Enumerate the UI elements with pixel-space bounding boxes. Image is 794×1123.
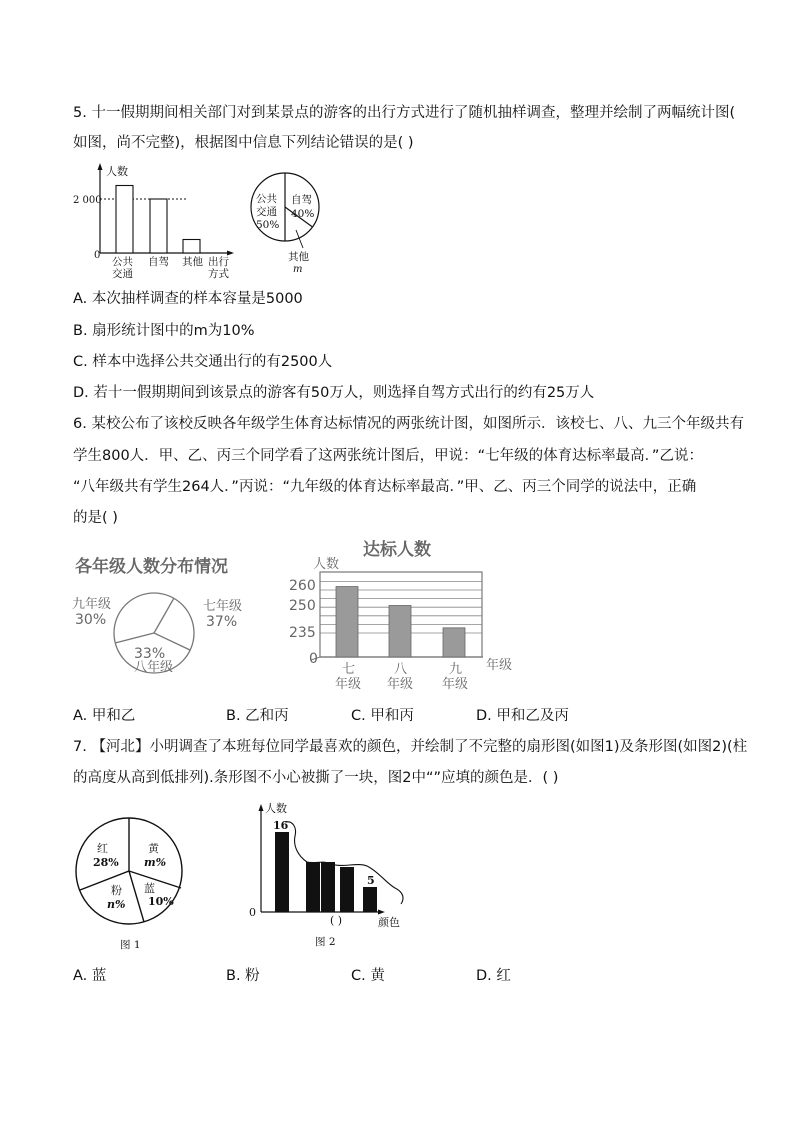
q6-text-line4: 的是( ) [73, 510, 118, 526]
q6-option-d[interactable]: D. 甲和乙及丙 [476, 708, 569, 724]
q7-pie-blue-label: 蓝 [144, 882, 155, 895]
q6-bar-t235: 235 [289, 625, 316, 641]
q6-bar-chart [283, 535, 523, 695]
q7-option-c[interactable]: C. 黄 [351, 968, 385, 984]
q5-bar-xlabel-b: 方式 [208, 268, 229, 280]
q5-bar-ytick: 2 000 [73, 195, 102, 206]
q6-pie-s3a: 33% [134, 646, 166, 662]
q5-option-b[interactable]: B. 扇形统计图中的m为10% [73, 323, 255, 339]
q6-bar-2 [389, 605, 411, 657]
q7-bar-5 [363, 887, 377, 912]
q7-option-a[interactable]: A. 蓝 [73, 968, 107, 984]
q7-pie-pink-pct: n% [107, 898, 126, 911]
q7-pie-blue-pct: 10% [148, 895, 174, 908]
q6-bar-t0: 0 [309, 651, 318, 667]
q6-pie-chart [70, 550, 270, 685]
q5-bar-ylabel: 人数 [106, 165, 128, 178]
q6-text-line3: “八年级共有学生264人．”丙说：“九年级的体育达标率最高．”甲、乙、丙三个同学的说法中，正确 [73, 479, 697, 495]
q5-bar-cat2: 自驾 [148, 256, 169, 268]
q7-pie-yellow-label: 黄 [148, 842, 159, 855]
q7-bar-4 [340, 867, 354, 912]
q6-text-line2: 学生800人．甲、乙、丙三个同学看了这两张统计图后，甲说：“七年级的体育达标率最高．”乙说： [73, 448, 703, 464]
q6-option-c[interactable]: C. 甲和丙 [351, 708, 414, 724]
q5-option-a[interactable]: A. 本次抽样调查的样本容量是5000 [73, 291, 303, 307]
q6-pie-s1b: 30% [75, 612, 107, 628]
q7-text-line1: 7. 【河北】小明调查了本班每位同学最喜欢的颜色，并绘制了不完整的扇形图(如图1)及条形图(如图2)(柱 [73, 739, 748, 755]
q7-figure2-caption: 图 2 [315, 936, 336, 948]
q5-bar-cat1a: 公共 [112, 256, 133, 268]
q6-bar-3 [443, 628, 465, 657]
q5-pie-label2a: 自驾 [291, 194, 312, 206]
q5-pie-label3b: m [293, 264, 303, 275]
q5-pie-chart [248, 170, 328, 280]
q5-bar-origin: 0 [94, 250, 101, 261]
q6-pie-s1a: 九年级 [72, 597, 112, 612]
q6-bar-c1b: 年级 [335, 677, 362, 692]
q6-bar-title: 达标人数 [363, 540, 431, 560]
q6-pie-s3b: 八年级 [134, 660, 174, 675]
q6-bar-c3a: 九 [449, 662, 463, 677]
q7-pie-yellow-pct: m% [144, 856, 167, 869]
q5-bar-chart [70, 163, 240, 281]
q7-bar-2 [306, 862, 320, 912]
q6-bar-c2a: 八 [394, 662, 408, 677]
q6-pie-title: 各年级人数分布情况 [75, 557, 228, 577]
q6-bar-c3b: 年级 [442, 677, 469, 692]
q7-bar-ylabel: 人数 [265, 802, 287, 815]
q7-option-b[interactable]: B. 粉 [226, 968, 260, 984]
q5-option-c[interactable]: C. 样本中选择公共交通出行的有2500人 [73, 354, 333, 370]
q5-pie-label1b: 交通 [256, 206, 277, 218]
q5-text-line1: 5. 十一假期期间相关部门对到某景点的游客的出行方式进行了随机抽样调查，整理并绘制了两幅统计图( [73, 105, 736, 121]
q7-bar-chart [245, 800, 410, 950]
q7-bar-origin: 0 [249, 906, 256, 919]
q6-option-a[interactable]: A. 甲和乙 [73, 708, 136, 724]
q5-pie-label1a: 公共 [256, 193, 277, 205]
q5-bar-3 [183, 240, 200, 254]
q6-bar-c2b: 年级 [387, 677, 414, 692]
q6-bar-1 [336, 587, 358, 657]
q5-pie-label3a: 其他 [288, 251, 309, 263]
q7-bar-paren: ( ) [330, 914, 343, 927]
q7-text-line2: 的高度从高到低排列).条形图不小心被撕了一块，图2中“”应填的颜色是．( ) [73, 770, 559, 786]
q6-pie-s2a: 七年级 [203, 599, 243, 614]
q7-bar-xlabel: 颜色 [378, 916, 400, 929]
q5-pie-label1c: 50% [256, 219, 280, 231]
q5-bar-cat3: 其他 [182, 256, 203, 268]
q7-bar-3 [321, 862, 335, 912]
q6-bar-t250: 250 [289, 598, 316, 614]
q6-bar-ylabel: 人数 [313, 557, 340, 572]
q7-pie-pink-label: 粉 [111, 884, 122, 897]
q5-bar-1 [116, 186, 133, 254]
q5-pie-label2b: 40% [291, 208, 315, 220]
q6-pie-s2b: 37% [206, 614, 238, 630]
q7-bar-value5: 5 [367, 874, 375, 887]
q5-text-line2: 如图，尚不完整)，根据图中信息下列结论错误的是( ) [73, 135, 414, 151]
q5-bar-2 [150, 199, 167, 253]
q7-figure1-caption: 图 1 [120, 939, 141, 951]
q7-pie-red-pct: 28% [93, 856, 119, 869]
q7-pie-red-label: 红 [97, 842, 108, 855]
q6-bar-xlabel: 年级 [486, 658, 513, 673]
q7-bar-1 [275, 832, 289, 912]
q6-text-line1: 6. 某校公布了该校反映各年级学生体育达标情况的两张统计图，如图所示．该校七、八、九三个年级共有 [73, 416, 744, 432]
q5-bar-cat1b: 交通 [112, 268, 133, 280]
q6-option-b[interactable]: B. 乙和丙 [226, 708, 289, 724]
q7-bar-value16: 16 [273, 819, 289, 832]
q5-bar-xlabel-a: 出行 [208, 256, 229, 268]
q6-bar-t260: 260 [289, 578, 316, 594]
q5-option-d[interactable]: D. 若十一假期期间到该景点的游客有50万人，则选择自驾方式出行的约有25万人 [73, 385, 595, 401]
q7-pie-chart [70, 810, 195, 955]
q7-option-d[interactable]: D. 红 [476, 968, 511, 984]
q6-bar-c1a: 七 [342, 662, 356, 677]
